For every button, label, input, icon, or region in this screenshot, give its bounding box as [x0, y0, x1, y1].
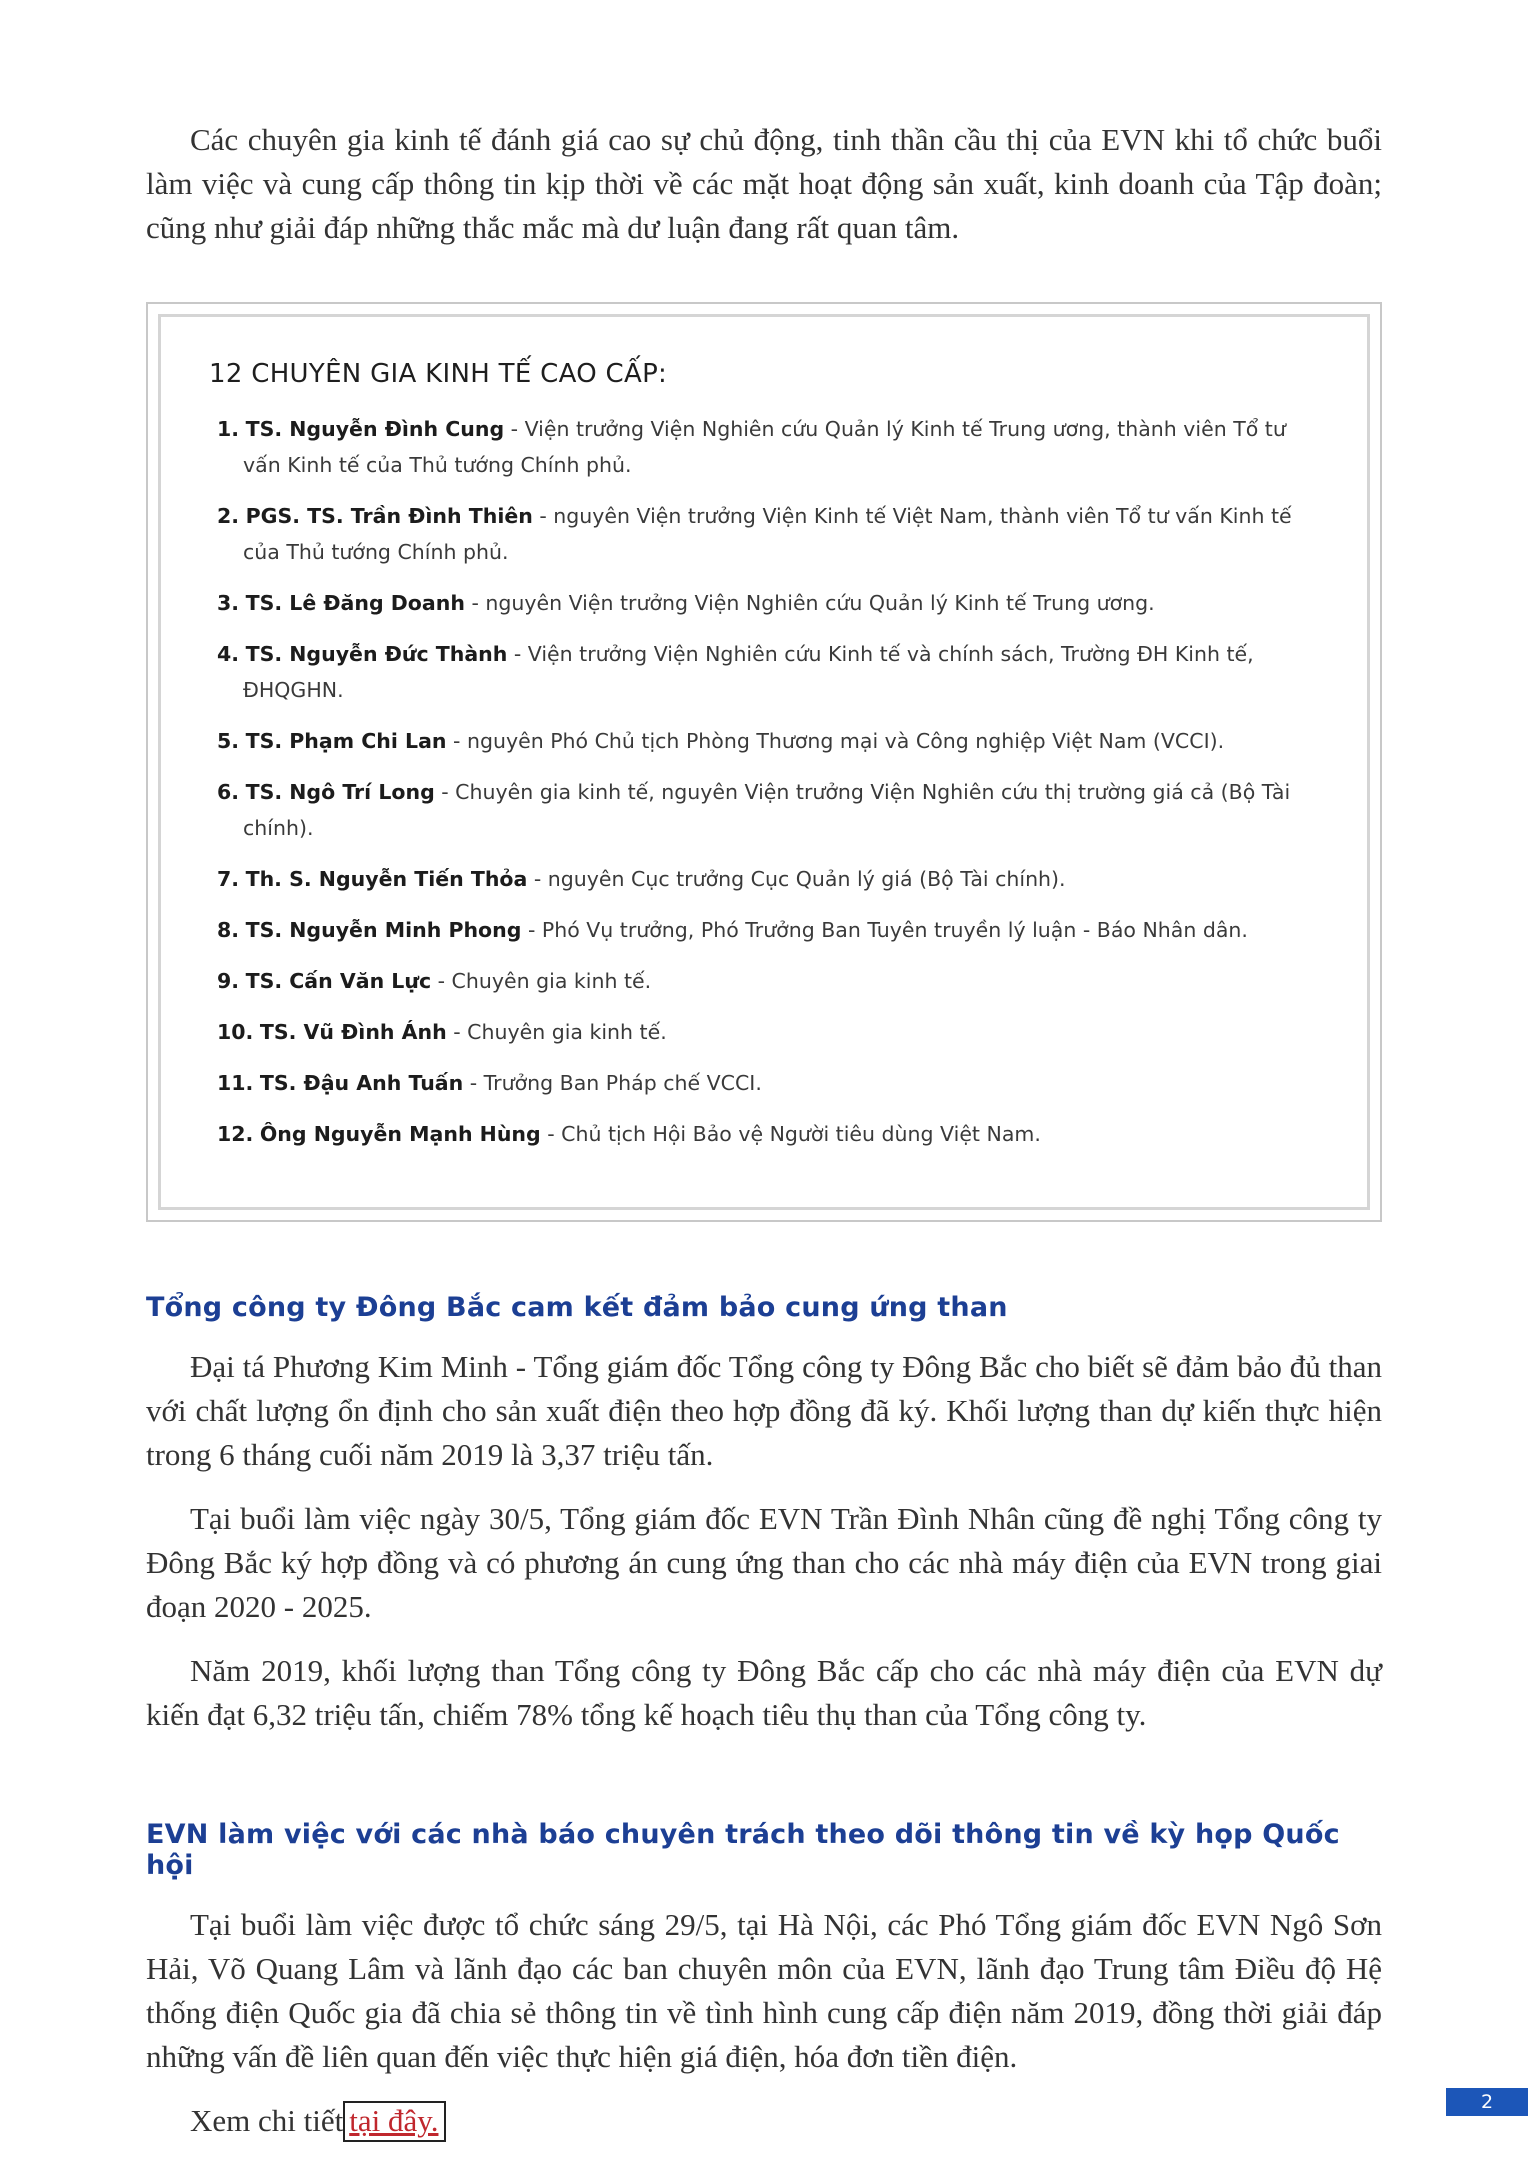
see-more-link[interactable]: tại đây.: [343, 2101, 446, 2142]
expert-number: 4.: [217, 642, 240, 666]
section-heading-dongbac: Tổng công ty Đông Bắc cam kết đảm bảo cung ứng than: [146, 1292, 1008, 1323]
expert-item: [209, 498, 1327, 570]
expert-number: 2.: [217, 504, 240, 528]
expert-description: - Chuyên gia kinh tế.: [431, 969, 652, 993]
expert-name: TS. Ngô Trí Long: [245, 780, 435, 804]
expert-item: [209, 1014, 1327, 1050]
document-page: [146, 118, 1382, 2143]
dongbac-paragraph-1: Đại tá Phương Kim Minh - Tổng giám đốc Tổng công ty Đông Bắc cho biết sẽ đảm bảo đủ than với chất lượng ổn định cho sản xuất điện theo hợp đồng đã ký. Khối lượng than dự kiến thực hiện trong 6 tháng cuối năm 2019 là 3,37 triệu tấn.: [146, 1349, 1382, 1472]
expert-description: - Trưởng Ban Pháp chế VCCI.: [463, 1071, 762, 1095]
expert-item: [209, 963, 1327, 999]
expert-item: [209, 585, 1327, 621]
expert-description: - nguyên Viện trưởng Viện Nghiên cứu Quản lý Kinh tế Trung ương.: [464, 591, 1155, 615]
expert-item: [209, 411, 1327, 483]
expert-name: TS. Đậu Anh Tuấn: [259, 1071, 464, 1095]
expert-item: [209, 861, 1327, 897]
expert-number: 1.: [217, 417, 240, 441]
dongbac-paragraph-3: Năm 2019, khối lượng than Tổng công ty Đông Bắc cấp cho các nhà máy điện của EVN dự kiến đạt 6,32 triệu tấn, chiếm 78% tổng kế hoạch tiêu thụ than của Tổng công ty.: [146, 1653, 1382, 1732]
expert-name: PGS. TS. Trần Đình Thiên: [245, 504, 533, 528]
expert-name: TS. Lê Đăng Doanh: [245, 591, 465, 615]
see-more-line: [146, 2099, 1382, 2143]
expert-number: 7.: [217, 867, 240, 891]
see-more-prefix: Xem chi tiết: [190, 2103, 344, 2138]
expert-description: - Chuyên gia kinh tế, nguyên Viện trưởng Viện Nghiên cứu thị trường giá cả (Bộ Tài chính).: [243, 780, 1291, 840]
expert-name: TS. Cấn Văn Lực: [245, 969, 432, 993]
dongbac-paragraph-2: Tại buổi làm việc ngày 30/5, Tổng giám đốc EVN Trần Đình Nhân cũng đề nghị Tổng công ty Đông Bắc ký hợp đồng và có phương án cung ứng than cho các nhà máy điện của EVN trong giai đoạn 2020 - 2025.: [146, 1501, 1382, 1624]
expert-name: TS. Nguyễn Đình Cung: [245, 417, 505, 441]
experts-box: [146, 302, 1382, 1222]
journalists-paragraph: Tại buổi làm việc được tổ chức sáng 29/5, tại Hà Nội, các Phó Tổng giám đốc EVN Ngô Sơn Hải, Võ Quang Lâm và lãnh đạo các ban chuyên môn của EVN, lãnh đạo Trung tâm Điều độ Hệ thống điện Quốc gia đã chia sẻ thông tin về tình hình cung cấp điện năm 2019, đồng thời giải đáp những vấn đề liên quan đến việc thực hiện giá điện, hóa đơn tiền điện.: [146, 1907, 1382, 2074]
expert-number: 5.: [217, 729, 240, 753]
expert-description: - Phó Vụ trưởng, Phó Trưởng Ban Tuyên truyền lý luận - Báo Nhân dân.: [521, 918, 1248, 942]
expert-description: - Viện trưởng Viện Nghiên cứu Quản lý Kinh tế Trung ương, thành viên Tổ tư vấn Kinh tế của Thủ tướng Chính phủ.: [243, 417, 1286, 477]
expert-name: Ông Nguyễn Mạnh Hùng: [259, 1122, 541, 1146]
expert-item: [209, 774, 1327, 846]
expert-name: Th. S. Nguyễn Tiến Thỏa: [245, 867, 528, 891]
expert-number: 9.: [217, 969, 240, 993]
section-heading-journalists: EVN làm việc với các nhà báo chuyên trách theo dõi thông tin về kỳ họp Quốc hội: [146, 1819, 1340, 1881]
expert-number: 8.: [217, 918, 240, 942]
page-number-badge: 2: [1446, 2088, 1528, 2116]
expert-item: [209, 912, 1327, 948]
experts-box-title: 12 CHUYÊN GIA KINH TẾ CAO CẤP:: [209, 359, 668, 389]
expert-description: - nguyên Phó Chủ tịch Phòng Thương mại và Công nghiệp Việt Nam (VCCI).: [446, 729, 1225, 753]
expert-name: TS. Nguyễn Minh Phong: [245, 918, 522, 942]
expert-description: - nguyên Viện trưởng Viện Kinh tế Việt Nam, thành viên Tổ tư vấn Kinh tế của Thủ tướng Chính phủ.: [243, 504, 1292, 564]
expert-item: [209, 1065, 1327, 1101]
expert-description: - Chuyên gia kinh tế.: [446, 1020, 667, 1044]
expert-description: - Viện trưởng Viện Nghiên cứu Kinh tế và chính sách, Trường ĐH Kinh tế, ĐHQGHN.: [243, 642, 1254, 702]
experts-box-inner: [158, 314, 1370, 1210]
expert-number: 12.: [217, 1122, 254, 1146]
expert-number: 10.: [217, 1020, 254, 1044]
intro-paragraph: Các chuyên gia kinh tế đánh giá cao sự chủ động, tinh thần cầu thị của EVN khi tổ chức buổi làm việc và cung cấp thông tin kịp thời về các mặt hoạt động sản xuất, kinh doanh của Tập đoàn; cũng như giải đáp những thắc mắc mà dư luận đang rất quan tâm.: [146, 122, 1382, 245]
expert-description: - Chủ tịch Hội Bảo vệ Người tiêu dùng Việt Nam.: [540, 1122, 1041, 1146]
expert-number: 6.: [217, 780, 240, 804]
expert-item: [209, 723, 1327, 759]
expert-name: TS. Nguyễn Đức Thành: [245, 642, 508, 666]
expert-description: - nguyên Cục trưởng Cục Quản lý giá (Bộ Tài chính).: [527, 867, 1066, 891]
expert-name: TS. Vũ Đình Ánh: [259, 1020, 447, 1044]
expert-number: 11.: [217, 1071, 254, 1095]
experts-list: [201, 411, 1327, 1152]
expert-name: TS. Phạm Chi Lan: [245, 729, 447, 753]
expert-item: [209, 636, 1327, 708]
expert-number: 3.: [217, 591, 240, 615]
expert-item: [209, 1116, 1327, 1152]
